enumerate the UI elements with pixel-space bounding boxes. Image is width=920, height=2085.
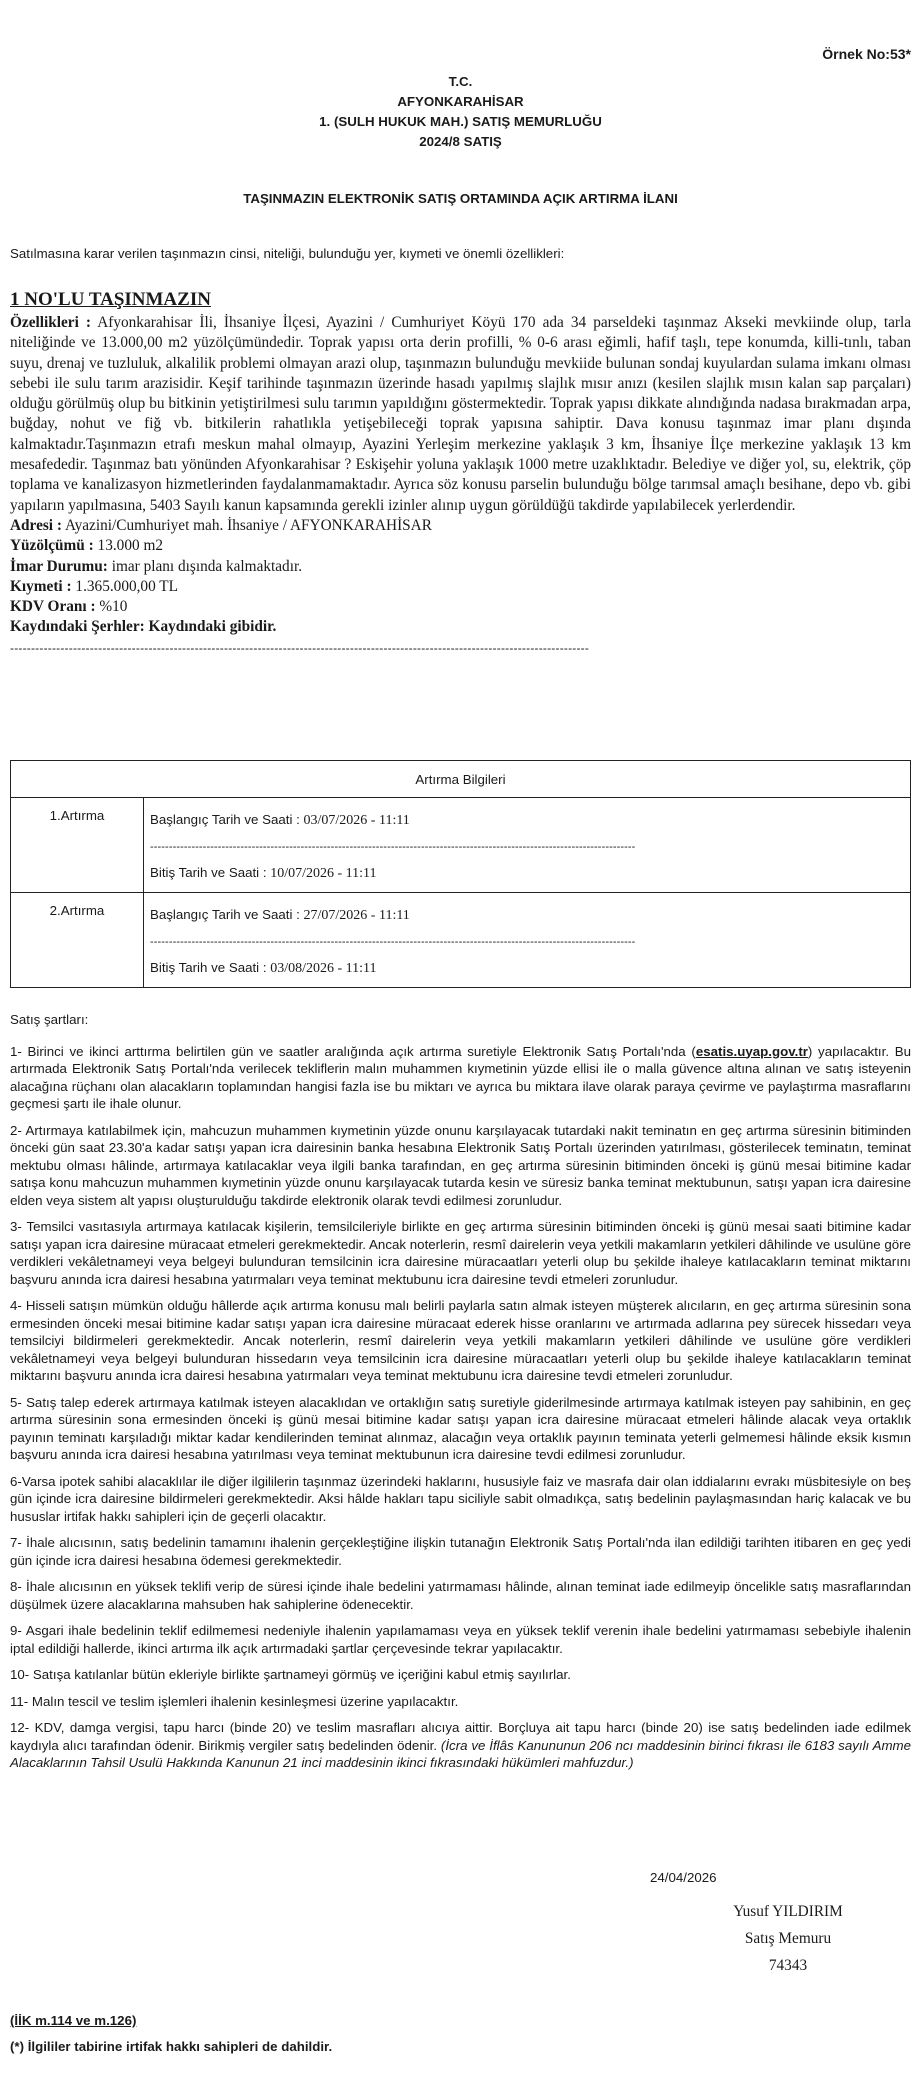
term-9: 9- Asgari ihale bedelinin teklif edilmemesi nedeniyle ihalenin yapılamaması veya en yüksek teklif verenin ihale bedelini yatırmaması sebebiyle ihalenin iptal edildiği hallerde, ikinci artırma ilk açık artırmadaki şartlar çerçevesinde tekrar yapılacaktır. <box>10 1623 911 1656</box>
term-1 <box>10 1043 911 1113</box>
term-1-post: ) yapılacaktır. Bu artırmada Elektronik Satış Portalı'nda verilecek tekliflerin malın muhammen kıymetinin yüzde ellisi ile o malla güvence altına alınan ve satış isteyenin alacağına rüçhanı olan alacakların toplamından hangisi fazla ise bu miktarı ve ayrıca bu miktara ilave olarak paraya çevirme ve paylaştırma masraflarını geçmesi şartı ile ihale olunur. <box>10 1043 911 1111</box>
signature-name: Yusuf YILDIRIM <box>733 1903 843 1920</box>
value-label: Kıymeti : <box>10 577 72 595</box>
auction-table <box>10 760 911 988</box>
term-12-note: (İcra ve İflâs Kanununun 206 ncı maddesinin birinci fıkrası ile 6183 sayılı Amme Alacaklarının Tahsil Usulü Hakkında Kanunun 21 inci maddesinin ikinci fıkrasındaki hükümleri mahfuzdur.) <box>10 1737 911 1770</box>
auction-2-start-label: Başlangıç Tarih ve Saati : <box>150 907 300 922</box>
header-line-3: 1. (SULH HUKUK MAH.) SATIŞ MEMURLUĞU <box>319 114 602 129</box>
auction-1-divider: --------------------------------------------------------------------------------------------------------------------------------- <box>150 841 636 853</box>
auction-2-divider: --------------------------------------------------------------------------------------------------------------------------------- <box>150 936 636 948</box>
law-reference: (İİK m.114 ve m.126) <box>10 2013 137 2028</box>
value-value: 1.365.000,00 TL <box>75 577 178 595</box>
auction-table-header: Artırma Bilgileri <box>11 761 911 798</box>
terms-heading: Satış şartları: <box>10 1012 89 1027</box>
term-11: 11- Malın tescil ve teslim işlemleri ihalenin kesinleşmesi üzerine yapılacaktır. <box>10 1693 459 1709</box>
footnote: (*) İlgililer tabirine irtifak hakkı sahipleri de dahildir. <box>10 2039 333 2054</box>
esatis-link[interactable]: esatis.uyap.gov.tr <box>695 1043 808 1059</box>
auction-row-1 <box>11 798 911 893</box>
form-number: Örnek No:53* <box>822 46 911 62</box>
auction-1-name: 1.Artırma <box>11 798 144 893</box>
header-line-1: T.C. <box>448 74 473 89</box>
property-features <box>10 313 911 516</box>
area-label: Yüzölçümü : <box>10 537 94 555</box>
encumbrance-label: Kaydındaki Şerhler: <box>10 618 145 636</box>
header-line-4: 2024/8 SATIŞ <box>419 134 502 149</box>
property-vat <box>10 597 911 617</box>
term-8: 8- İhale alıcısının en yüksek teklifi verip de süresi içinde ihale bedelini yatırmaması hâlinde, alınan teminat iade edilmeyip öncelikle satış masraflarından düşülmek üzere alacaklarına mahsuben hak sahiplerine ödenecektir. <box>10 1579 911 1612</box>
signature-number: 74343 <box>768 1957 808 1974</box>
address-label: Adresi : <box>10 516 62 534</box>
auction-row-2 <box>11 893 911 988</box>
term-10: 10- Satışa katılanlar bütün ekleriyle birlikte şartnameyi görmüş ve içeriğini kabul etmiş sayılırlar. <box>10 1667 571 1682</box>
auction-2-name: 2.Artırma <box>11 893 144 988</box>
sale-terms <box>10 1011 911 1781</box>
features-text: Afyonkarahisar İli, İhsaniye İlçesi, Ayazini / Cumhuriyet Köyü 170 ada 34 parseldeki taşınmaz Akseki mevkiinde olup, tarla niteliğinde ve 13.000,00 m2 yüzölçümündedir. Toprak yapısı orta derin profilli, % 0-6 arası eğimli, hafif taşlı, tepe konumda, killi-tınlı, taban suyu, drenaj ve tuzluluk, alkalilik problemi olmayan arazi olup, taşınmazın bulunduğu mevkiide bulunan sondaj kuyulardan sulama imkanı olması sebebi ile sulu tarım arazisidir. Keşif tarihinde taşınmazın üzerinde hasadı yapılmış slajlık mısır anızı (kesilen slajlık mısın kalan sap parçaları) olduğu görülmüş olup bu bitkinin yetiştirilmesi sulu tarımın yapıldığını göstermektedir. Toprak yapısı dikkate alındığında nadasa bırakmadan arpa, buğday, nohut ve fiğ vb. bitkilerin rahatlıkla yetişebileceği toprak yapısına sahiptir. Dava konusu taşınmaz imar planı dışında kalmaktadır.Taşınmazın etrafı meskun mahal olmayıp, Ayazini Yerleşim merkezine yaklaşık 3 km, İhsaniye İlçe merkezine yaklaşık 13 km mesafededir. Taşınmaz batı yönünden Afyonkarahisar ? Eskişehir yoluna yaklaşık 1000 metre uzaklıktadır. Belediye ve diğer yol, su, elektrik, çöp toplama ve kanalizasyon hizmetlerinden faydalanmamaktadır. Ayrıca söz konusu parselin bulunduğu bölge tarımsal amaçlı besihane, depo vb. gibi yapıların yapılmasına, 5403 Sayılı kanun kapsamında gerekli izinler alınıp uygun görüldüğü takdirde yapılabilecek yerlerdendir. <box>10 314 912 514</box>
encumbrance-value: Kaydındaki gibidir. <box>148 618 277 636</box>
auction-1-end-value: 10/07/2026 - 11:11 <box>270 866 377 881</box>
property-section <box>10 288 911 658</box>
intro-text: Satılmasına karar verilen taşınmazın cinsi, niteliği, bulunduğu yer, kıymeti ve önemli özellikleri: <box>10 246 565 261</box>
zoning-value: imar planı dışında kalmaktadır. <box>111 557 303 575</box>
auction-2-start-value: 27/07/2026 - 11:11 <box>303 908 410 923</box>
auction-2-dates <box>144 893 911 988</box>
property-encumbrance <box>10 617 911 637</box>
property-value <box>10 577 911 597</box>
auction-2-end-label: Bitiş Tarih ve Saati : <box>150 960 267 975</box>
term-3: 3- Temsilci vasıtasıyla artırmaya katılacak kişilerin, temsilcileriyle birlikte en geç artırma süresinin bitiminden önceki iş günü mesai saati bitimine kadar satışı yapan icra dairesine müracaat etmeleri gerekmektedir. Ancak noterlerin, resmî dairelerin veya yetkili makamların yetkileri dâhilinde ve usulüne göre verdikleri vekâletnameyi veya belgeyi bulunduran temsilcinin icra dairesine müracaatları yeterli olup bu şekilde ihaleye katılacakların teminat miktarını başvuru anında icra dairesi hesabına yatırmaları veya teminat mektubunu icra dairesine tevdi etmeleri zorunludur. <box>10 1219 911 1287</box>
auction-1-end <box>150 863 904 884</box>
term-1-pre: 1- Birinci ve ikinci arttırma belirtilen gün ve saatler aralığında açık artırma suretiyle Elektronik Satış Portalı'nda ( <box>10 1043 696 1059</box>
auction-2-end <box>150 958 904 979</box>
term-12 <box>10 1719 911 1772</box>
signature-title: Satış Memuru <box>744 1930 832 1947</box>
property-separator: ------------------------------------------------------------------------------------------------------------------------------------------ <box>10 640 590 655</box>
term-2: 2- Artırmaya katılabilmek için, mahcuzun muhammen kıymetinin yüzde onunu karşılayacak tutardaki nakit teminatın en geç artırma süresinin bitiminden önceki gün saat 23.30'a kadar satışı yapan icra dairesinin banka hesabına Elektronik Satış Portalı üzerinden yatırılması, gösterilecek teminatın, teminat mektubu olması hâlinde, artırmaya katılacaklar veya ilgili banka tarafından, en geç artırma süresinin bitiminden önceki iş günü mesai bitimine kadar satışa konu mahcuzun muhammen kıymetinin yüzde onunu karşılayacak tutarda kesin ve süresiz banka teminat mektubunun, satışı yapan icra dairesine elden veya sistem alt yapısı oluşturulduğu takdirde elektronik olarak tevdi edilmesi zorunludur. <box>10 1122 911 1208</box>
property-title: 1 NO'LU TAŞINMAZIN <box>10 289 211 310</box>
header-line-2: AFYONKARAHİSAR <box>397 94 524 109</box>
auction-2-end-value: 03/08/2026 - 11:11 <box>270 961 377 976</box>
auction-1-start <box>150 810 904 831</box>
term-6: 6-Varsa ipotek sahibi alacaklılar ile diğer ilgililerin taşınmaz üzerindeki haklarını, hususiyle faiz ve masrafa dair olan iddialarını evrakı müsbitesiyle on beş gün içinde icra dairesine bildirmeleri gerekmektedir. Aksi hâlde hakları tapu siciliyle sabit olmadıkça, satış bedelinin paylaşmasından hariç kalacak ve bu hususlar irtifak hakkı sahipleri için de geçerli olacaktır. <box>10 1473 911 1524</box>
notice-title: TAŞINMAZIN ELEKTRONİK SATIŞ ORTAMINDA AÇIK ARTIRMA İLANI <box>243 191 678 206</box>
zoning-label: İmar Durumu: <box>10 557 108 575</box>
auction-1-start-label: Başlangıç Tarih ve Saati : <box>150 812 300 827</box>
property-address <box>10 516 911 536</box>
signature-date: 24/04/2026 <box>650 1870 717 1885</box>
address-value: Ayazini/Cumhuriyet mah. İhsaniye / AFYONKARAHİSAR <box>64 516 432 534</box>
features-label: Özellikleri : <box>10 314 91 331</box>
term-5: 5- Satış talep ederek artırmaya katılmak isteyen alacaklıdan ve ortaklığın satış suretiyle giderilmesinde artırmaya katılmak isteyen pay sahibinin, en geç artırma süresinin sona ermesinden önceki iş günü mesai bitimine kadar satışı yapan icra dairesine müracaat etmeleri hâlinde alacak veya ortaklık payının teminatı karşıladığı miktar kadar kendilerinden teminat alınmaz, alacağın veya ortaklık payının teminata yeterli gelmemesi hâlinde eksik kısmın başvuru anında icra dairesi hesabına yatırılması veya teminat mektubunun icra dairesine tevdi edilmesi zorunludur. <box>10 1394 911 1462</box>
auction-2-start <box>150 905 904 926</box>
term-4: 4- Hisseli satışın mümkün olduğu hâllerde açık artırma konusu malı belirli paylarla satın almak isteyen müşterek alıcıların, en geç artırma süresinin sona ermesinden önceki mesai bitimine kadar satışı yapan icra dairesine müracaat ederek hisse oranlarını ve artırmada adlarına pey sürecek hissedarı veya temsilciyi bildirmeleri gerekmektedir. Ancak noterlerin, resmî dairelerin veya yetkili makamların yetkileri dâhilinde ve usulüne göre verdikleri vekâletnameyi veya belgeyi bulunduran hissedarın veya temsilcinin icra dairesine müracaatları yeterli olup bu şekilde ihaleye katılacakların teminat miktarını başvuru anında icra dairesi hesabına yatırmaları veya teminat mektubunu icra dairesine tevdi etmeleri zorunludur. <box>10 1298 911 1383</box>
auction-1-dates <box>144 798 911 893</box>
property-area <box>10 536 911 556</box>
term-12-text: 12- KDV, damga vergisi, tapu harcı (binde 20) ve teslim masrafları alıcıya aittir. Borçluya ait tapu harcı (binde 20) ise satış bedelinden iade edilmek kaydıyla alıcı tarafından ödenir. Birikmiş vergiler satış bedelinden ödenir. <box>10 1720 911 1753</box>
term-7: 7- İhale alıcısının, satış bedelinin tamamını ihalenin gerçekleştiğine ilişkin tutanağın Elektronik Satış Portalı'nda ilan edildiği tarihten itibaren en geç yedi gün içinde icra dairesi hesabına ödemesi gerekmektedir. <box>10 1535 911 1568</box>
property-zoning <box>10 557 911 577</box>
vat-value: %10 <box>99 598 128 616</box>
auction-1-end-label: Bitiş Tarih ve Saati : <box>150 865 267 880</box>
vat-label: KDV Oranı : <box>10 598 96 616</box>
auction-1-start-value: 03/07/2026 - 11:11 <box>303 813 410 828</box>
area-value: 13.000 m2 <box>97 537 163 555</box>
